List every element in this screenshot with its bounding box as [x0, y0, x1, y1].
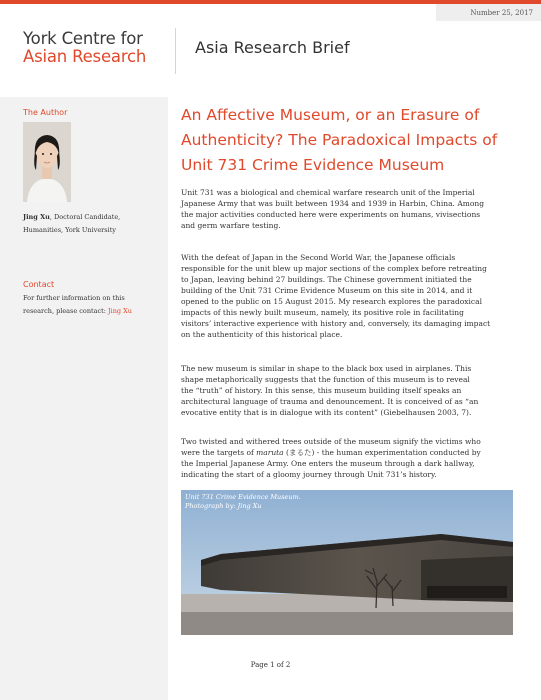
paragraph-line: responsible for the unit blew up major sections of the complex before retreating [181, 264, 487, 273]
centre-logo[interactable] [23, 30, 146, 66]
paragraph-3 [181, 363, 511, 418]
paragraph-line: The new museum is similar in shape to the black box used in airplanes. This [181, 364, 472, 373]
caption-line-1: Unit 731 Crime Evidence Museum. [185, 493, 301, 501]
header-divider [175, 28, 176, 74]
paragraph-line: impacts of this newly built museum, namely, its positive role in facilitating [181, 308, 464, 317]
paragraph-line: Japanese Army that was built between 1934 and 1939 in Harbin, China. Among [181, 199, 485, 208]
author-bio [23, 211, 163, 236]
paragraph-line: on the authenticity of this historical place. [181, 330, 343, 339]
paragraph-4 [181, 436, 511, 480]
title-line-1: An Affective Museum, or an Erasure of [181, 106, 480, 124]
paragraph-line: visitors’ interactive experience with history and, conversely, its damaging impact [181, 319, 491, 328]
paragraph-line: the Imperial Japanese Army. One enters the museum through a dark hallway, [181, 459, 475, 468]
paragraph-line: to Japan, leaving behind 27 buildings. The Chinese government initiated the [181, 275, 472, 284]
maruta-term: maruta [256, 448, 284, 457]
photo-caption [185, 493, 301, 511]
paragraph-1 [181, 187, 511, 231]
contact-line-2: research, please contact: [23, 306, 106, 315]
author-affiliation: Humanities, York University [23, 225, 116, 234]
author-photo [23, 122, 71, 202]
page-number: Page 1 of 2 [250, 661, 291, 669]
series-title: Asia Research Brief [195, 38, 350, 57]
paragraph-text: (まるた) - the human experimentation conducted by [283, 448, 481, 457]
caption-line-2: Photograph by: Jing Xu [185, 502, 262, 510]
paragraph-line: indicating the start of a gloomy journey through Unit 731’s history. [181, 470, 437, 479]
contact-heading: Contact [23, 280, 55, 289]
title-line-3: Unit 731 Crime Evidence Museum [181, 156, 445, 174]
title-line-2: Authenticity? The Paradoxical Impacts of [181, 131, 498, 149]
paragraph-2 [181, 252, 511, 340]
paragraph-line: shape metaphorically suggests that the function of this museum is to reveal [181, 375, 470, 384]
contact-text [23, 292, 163, 317]
paragraph-line: the “truth” of history. In this sense, this museum building itself speaks an [181, 386, 462, 395]
museum-photo [181, 490, 513, 635]
logo-line-2: Asian Research [23, 47, 147, 66]
contact-email-link[interactable]: Jing Xu [108, 306, 132, 315]
paragraph-line: Unit 731 was a biological and chemical warfare research unit of the Imperial [181, 188, 475, 197]
issue-number: Number 25, 2017 [436, 4, 541, 21]
paragraph-line: evocative entity that is in dialogue with its content” (Giebelhausen 2003, 7). [181, 408, 472, 417]
contact-line-1: For further information on this [23, 294, 125, 302]
paragraph-line: opened to the public on 15 August 2015. My research explores the paradoxical [181, 297, 482, 306]
article-title [181, 103, 521, 178]
paragraph-line: the major activities conducted here were experiments on humans, vivisections [181, 210, 481, 219]
paragraph-line: and germ warfare testing. [181, 221, 281, 230]
logo-line-1: York Centre for [23, 29, 143, 48]
author-name: Jing Xu [23, 213, 50, 221]
paragraph-line: Two twisted and withered trees outside of the museum signify the victims who [181, 437, 481, 446]
author-role: , Doctoral Candidate, [49, 213, 121, 221]
paragraph-line: building of the Unit 731 Crime Evidence Museum on this site in 2014, and it [181, 286, 473, 295]
paragraph-line: With the defeat of Japan in the Second World War, the Japanese officials [181, 253, 456, 262]
paragraph-line: architectural language of trauma and denouncement. It is conceived of as “an [181, 397, 479, 406]
author-heading: The Author [23, 108, 68, 117]
paragraph-text: were the targets of [181, 448, 257, 457]
